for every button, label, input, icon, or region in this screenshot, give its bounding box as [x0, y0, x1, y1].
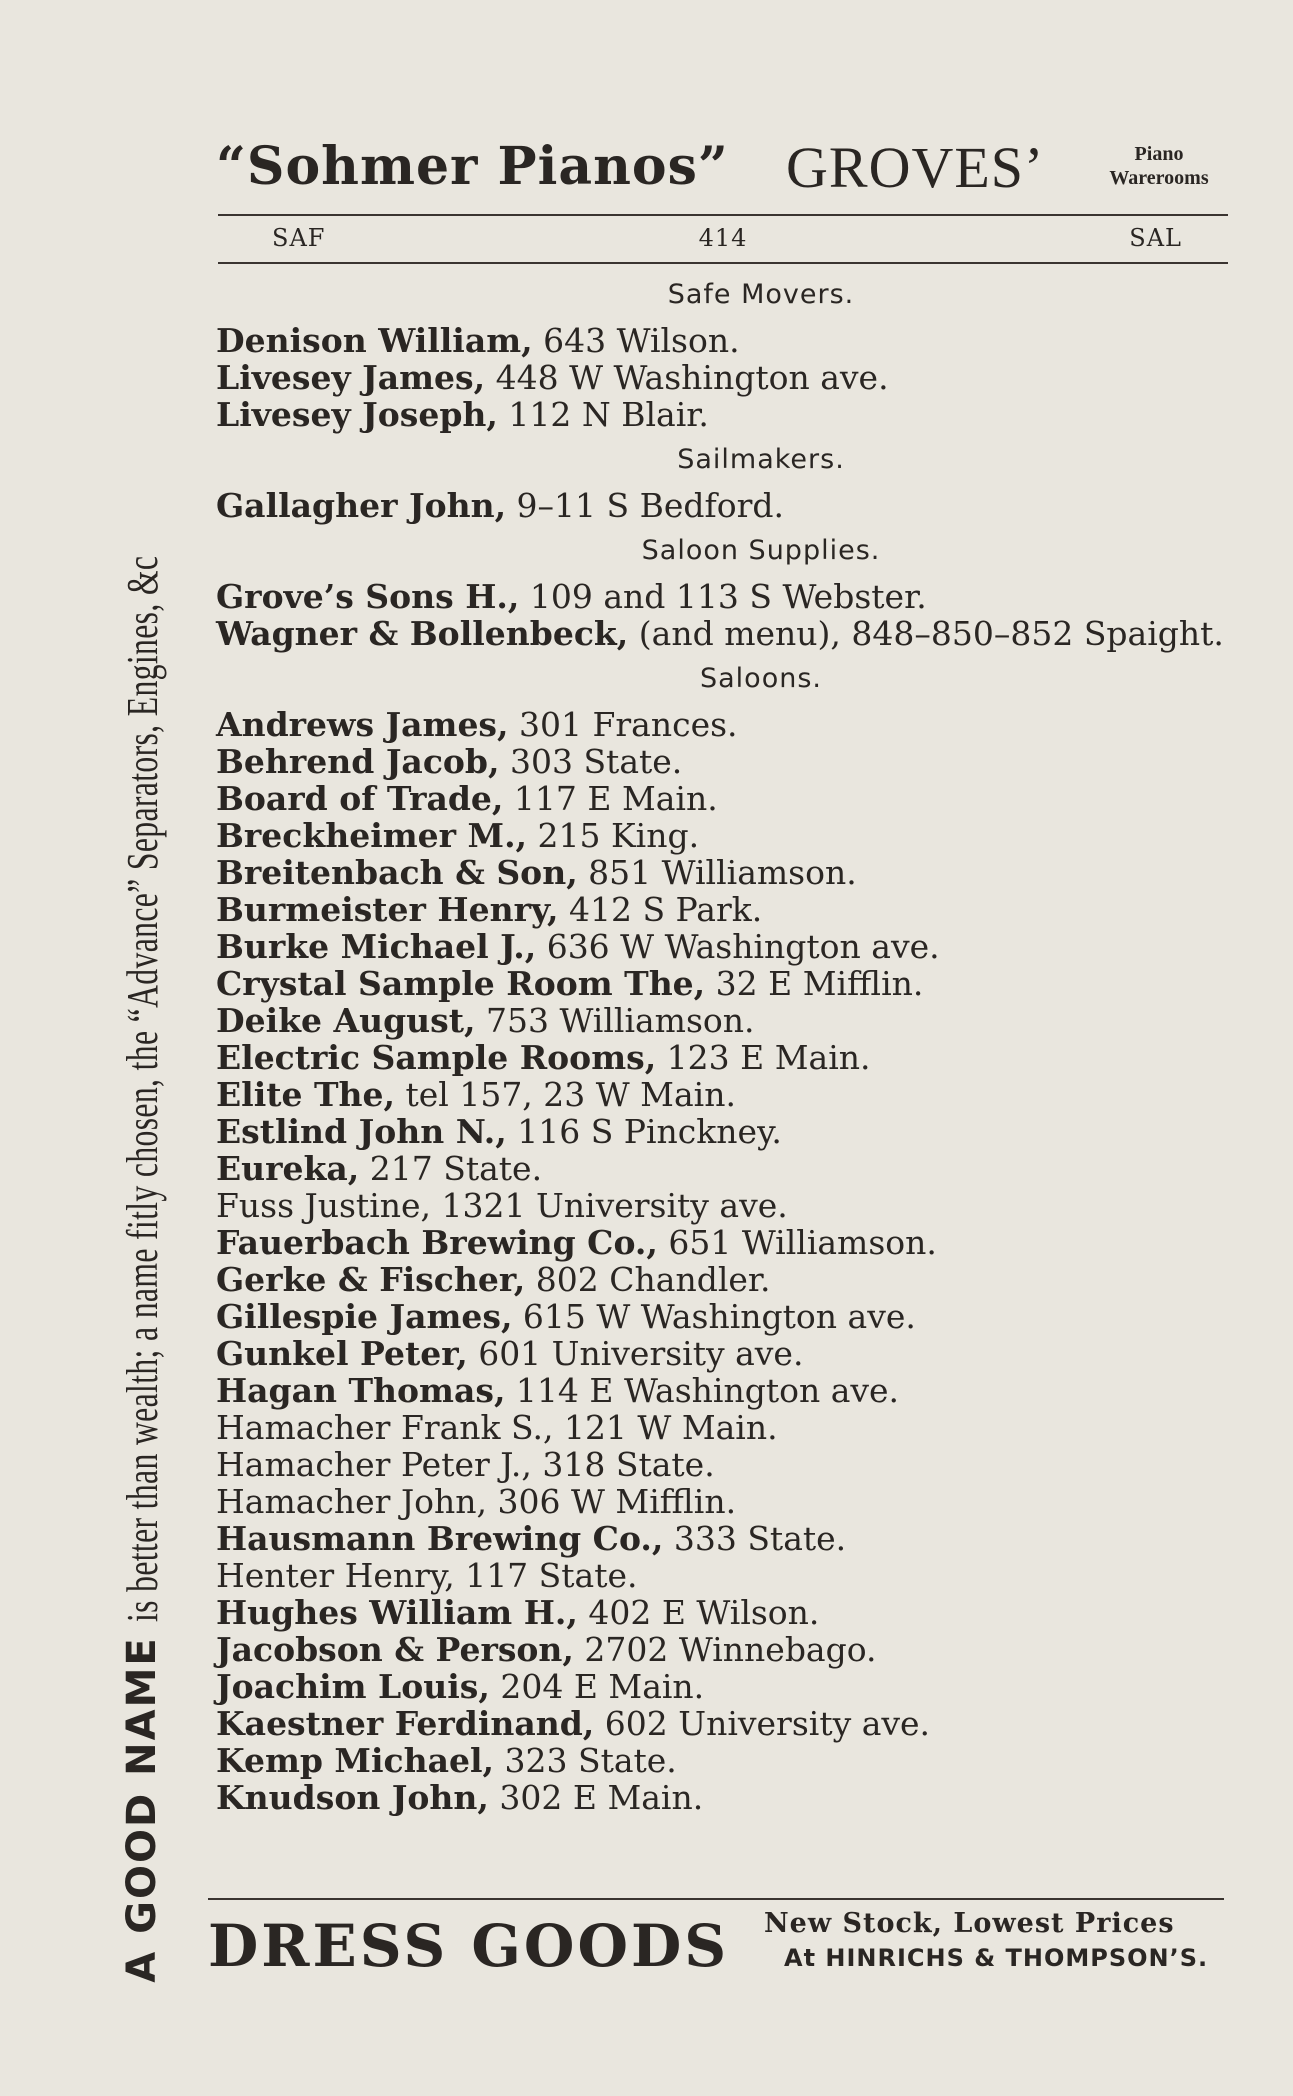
entry-address: 9–11 S Bedford. — [506, 486, 785, 525]
listing-entry — [216, 1224, 1236, 1261]
entry-name: Wagner & Bollenbeck, — [216, 614, 629, 653]
entry-address: 109 and 113 S Webster. — [519, 577, 927, 616]
entry-address: 636 W Washington ave. — [536, 927, 940, 966]
listing-entry — [216, 928, 1236, 965]
entry-address: 601 University ave. — [467, 1334, 804, 1373]
entry-name: Jacobson & Person, — [216, 1630, 574, 1669]
entry-address: 301 Frances. — [508, 705, 738, 744]
footer-ad-dress-goods: DRESS GOODS — [208, 1912, 730, 1980]
entry-name: Crystal Sample Room The, — [216, 964, 706, 1003]
listing-entry — [216, 965, 1236, 1002]
header-ad-warerooms: Warerooms — [1109, 167, 1209, 189]
listing-entry — [216, 1409, 1236, 1446]
directory-listings — [216, 268, 1236, 1816]
listing-entry — [216, 891, 1236, 928]
entry-address: 302 E Main. — [488, 1778, 704, 1817]
listing-entry — [216, 1520, 1236, 1557]
entry-address: 333 State. — [663, 1519, 847, 1558]
listing-entry — [216, 1335, 1236, 1372]
entry-name: Henter Henry, — [216, 1556, 455, 1595]
entry-name: Grove’s Sons H., — [216, 577, 520, 616]
section-title: Saloons. — [700, 663, 822, 694]
listing-entry — [216, 1150, 1236, 1187]
entry-name: Hausmann Brewing Co., — [216, 1519, 664, 1558]
entry-address: 117 State. — [454, 1556, 638, 1595]
entry-name: Livesey Joseph, — [216, 395, 498, 434]
entry-name: Livesey James, — [216, 358, 486, 397]
listing-entry — [216, 1446, 1236, 1483]
entry-address: 753 Williamson. — [475, 1001, 755, 1040]
header-top-rule — [218, 214, 1228, 216]
entry-name: Knudson John, — [216, 1778, 489, 1817]
listing-entry — [216, 706, 1236, 743]
entry-address: 402 E Wilson. — [577, 1593, 820, 1632]
header-ad-sohmer: “Sohmer Pianos” — [216, 136, 729, 197]
header-ad-piano-warerooms — [1084, 142, 1234, 190]
entry-address: 318 State. — [531, 1445, 715, 1484]
listing-entry — [216, 1039, 1236, 1076]
entry-address: 615 W Washington ave. — [512, 1297, 916, 1336]
entry-name: Gallagher John, — [216, 486, 507, 525]
entry-name: Kemp Michael, — [216, 1741, 494, 1780]
listing-entry — [216, 1113, 1236, 1150]
entry-name: Breckheimer M., — [216, 816, 528, 855]
footer-ad-stock: New Stock, Lowest Prices — [764, 1908, 1175, 1939]
header-ad-groves: GROVES’ — [786, 135, 1045, 200]
entry-name: Electric Sample Rooms, — [216, 1038, 657, 1077]
entry-address: 412 S Park. — [558, 890, 763, 929]
listing-entry — [216, 1557, 1236, 1594]
listing-entry — [216, 1594, 1236, 1631]
entry-name: Kaestner Ferdinand, — [216, 1704, 595, 1743]
listing-entry — [216, 1187, 1236, 1224]
listing-entry — [216, 396, 1236, 433]
header-bottom-rule — [218, 262, 1228, 264]
entry-address: 306 W Mifflin. — [487, 1482, 737, 1521]
entry-address: 121 W Main. — [553, 1408, 778, 1447]
section-title: Sailmakers. — [677, 444, 845, 475]
entry-address: 117 E Main. — [503, 779, 718, 818]
section-title: Saloon Supplies. — [641, 535, 881, 566]
entry-name: Behrend Jacob, — [216, 742, 500, 781]
entry-name: Gunkel Peter, — [216, 1334, 468, 1373]
listing-entry — [216, 1261, 1236, 1298]
listing-entry — [216, 780, 1236, 817]
entry-address: 448 W Washington ave. — [485, 358, 889, 397]
listing-entry — [216, 1668, 1236, 1705]
side-advertisement — [112, 92, 172, 2032]
entry-name: Fauerbach Brewing Co., — [216, 1223, 658, 1262]
entry-name: Gerke & Fischer, — [216, 1260, 526, 1299]
entry-name: Eureka, — [216, 1149, 360, 1188]
entry-address: 116 S Pinckney. — [506, 1112, 782, 1151]
listing-entry — [216, 615, 1236, 652]
header-advertisement — [216, 136, 1226, 206]
entry-address: 112 N Blair. — [497, 395, 709, 434]
entry-address: 2702 Winnebago. — [573, 1630, 877, 1669]
listing-entry — [216, 1779, 1236, 1816]
entry-address: 32 E Mifflin. — [705, 964, 924, 1003]
entry-name: Hamacher John, — [216, 1482, 488, 1521]
listing-entry — [216, 578, 1236, 615]
footer-rule — [208, 1898, 1224, 1900]
entry-name: Joachim Louis, — [216, 1667, 490, 1706]
listing-entry — [216, 854, 1236, 891]
entry-address: 215 King. — [527, 816, 700, 855]
entry-name: Hughes William H., — [216, 1593, 578, 1632]
entry-address: 1321 University ave. — [431, 1186, 788, 1225]
listing-entry — [216, 1742, 1236, 1779]
entry-address: (and menu), 848–850–852 Spaight. — [628, 614, 1224, 653]
listing-entry — [216, 1002, 1236, 1039]
entry-address: 204 E Main. — [489, 1667, 705, 1706]
entry-address: 323 State. — [494, 1741, 677, 1780]
entry-name: Denison William, — [216, 321, 533, 360]
entry-address: tel 157, 23 W Main. — [395, 1075, 736, 1114]
entry-name: Fuss Justine, — [216, 1186, 432, 1225]
listing-entry — [216, 1372, 1236, 1409]
listing-entry — [216, 817, 1236, 854]
entry-name: Elite The, — [216, 1075, 395, 1114]
entry-address: 651 Williamson. — [657, 1223, 937, 1262]
listing-entry — [216, 487, 1236, 524]
entry-name: Andrews James, — [216, 705, 509, 744]
header-ad-piano: Piano — [1134, 143, 1184, 165]
section-title: Safe Movers. — [667, 279, 855, 310]
listing-entry — [216, 743, 1236, 780]
entry-address: 303 State. — [499, 742, 683, 781]
entry-name: Burke Michael J., — [216, 927, 537, 966]
entry-name: Hagan Thomas, — [216, 1371, 506, 1410]
footer-ad-store: At HINRICHS & THOMPSON’S. — [784, 1944, 1209, 1972]
listing-section — [216, 268, 1236, 433]
entry-address: 114 E Washington ave. — [505, 1371, 900, 1410]
entry-name: Breitenbach & Son, — [216, 853, 578, 892]
entry-name: Estlind John N., — [216, 1112, 507, 1151]
entry-address: 123 E Main. — [656, 1038, 871, 1077]
listing-entry — [216, 1483, 1236, 1520]
entry-name: Burmeister Henry, — [216, 890, 559, 929]
side-ad-text: is better than wealth; a name fitly chosen, the “Advance” Separators, Engines, &c — [117, 555, 167, 1623]
entry-address: 217 State. — [359, 1149, 543, 1188]
page-number: 414 — [698, 224, 748, 252]
listing-entry — [216, 1631, 1236, 1668]
entry-address: 802 Chandler. — [525, 1260, 771, 1299]
listing-entry — [216, 1705, 1236, 1742]
entry-name: Deike August, — [216, 1001, 476, 1040]
listing-entry — [216, 1298, 1236, 1335]
entry-address: 602 University ave. — [594, 1704, 931, 1743]
entry-address: 643 Wilson. — [532, 321, 740, 360]
listing-section — [216, 524, 1236, 652]
listing-entry — [216, 359, 1236, 396]
entry-name: Board of Trade, — [216, 779, 504, 818]
entry-name: Hamacher Frank S., — [216, 1408, 554, 1447]
footer-advertisement — [208, 1904, 1228, 1984]
entry-address: 851 Williamson. — [577, 853, 857, 892]
running-head-left: SAF — [272, 224, 326, 252]
listing-section — [216, 652, 1236, 1816]
side-ad-lead: A GOOD NAME — [119, 1636, 165, 1983]
listing-entry — [216, 322, 1236, 359]
entry-name: Gillespie James, — [216, 1297, 513, 1336]
page-running-header — [218, 222, 1228, 256]
listing-entry — [216, 1076, 1236, 1113]
entry-name: Hamacher Peter J., — [216, 1445, 532, 1484]
running-head-right: SAL — [1129, 224, 1182, 252]
listing-section — [216, 433, 1236, 524]
